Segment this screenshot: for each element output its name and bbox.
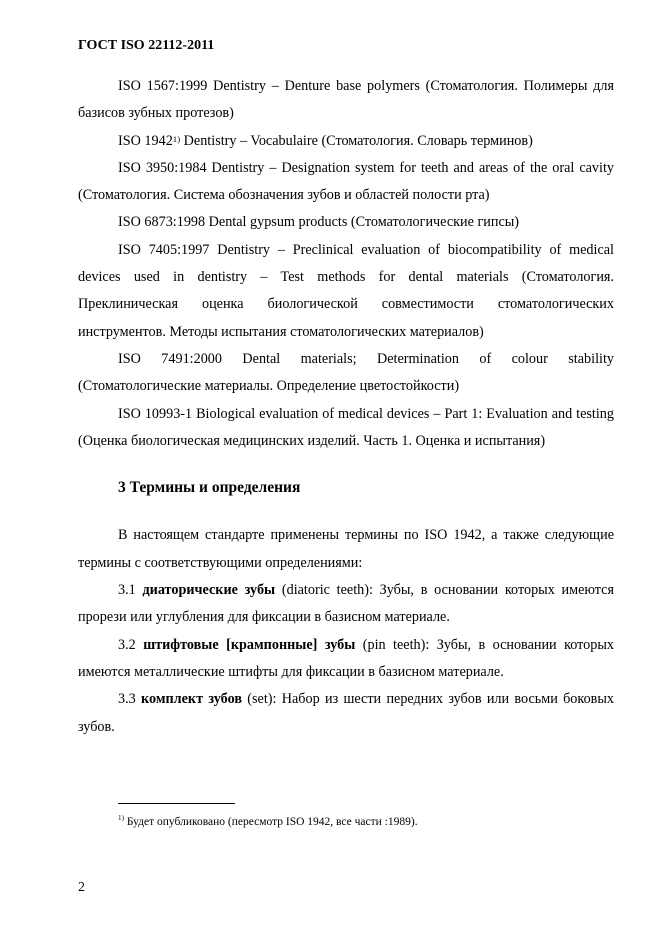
section-heading: 3 Термины и определения (118, 479, 301, 497)
term-number: 3.2 (118, 636, 144, 653)
term-definition: (set): Набор из шести передних зубов или восьми боковых зубов. (78, 691, 614, 735)
footnote-mark: 1) (118, 814, 124, 822)
term-definition: (pin teeth): Зубы, в основании которых имеются металлические штифты для фиксации в базисном материале. (78, 636, 614, 680)
term-3-1 (78, 577, 614, 632)
reference-iso-1942 (78, 128, 614, 155)
document-body (78, 73, 614, 741)
section-intro: В настоящем стандарте применены термины по ISO 1942, а также следующие термины с соответствующими определениями: (78, 527, 614, 571)
reference-iso-1567: ISO 1567:1999 Dentistry – Denture base polymers (Стоматология. Полимеры для базисов зубных протезов) (78, 78, 614, 122)
footnote-ref-mark: 1) (172, 133, 181, 144)
term-number: 3.3 (118, 691, 142, 708)
term-number: 3.1 (118, 582, 143, 599)
footnote (118, 816, 418, 828)
document-header: ГОСТ ISO 22112-2011 (78, 38, 215, 53)
term-3-3 (78, 686, 614, 741)
reference-iso-7491: ISO 7491:2000 Dental materials; Determination of colour stability (Стоматологические материалы. Определение цветостойкости) (78, 350, 614, 395)
term-name: диаторические зубы (142, 582, 276, 599)
term-definition: (diatoric teeth): Зубы, в основании которых имеются прорези или углубления для фиксации в базисном материале. (78, 582, 615, 626)
term-name: штифтовые [крампонные] зубы (143, 636, 356, 653)
footnote-text: Будет опубликовано (пересмотр ISO 1942, все части :1989). (123, 816, 418, 828)
reference-code: ISO 1942 (118, 132, 173, 149)
term-3-2 (78, 632, 614, 687)
reference-iso-7405: ISO 7405:1997 Dentistry – Preclinical evaluation of biocompatibility of medical devices used in dentistry – Test methods for dental materials (Стоматология. Преклиническая оценка биологической совместимости стоматологических инструментов. Методы испытания стоматологических материалов) (78, 241, 614, 340)
reference-iso-10993: ISO 10993-1 Biological evaluation of medical devices – Part 1: Evaluation and testing (Оценка биологическая медицинских изделий. Часть 1. Оценка и испытания) (78, 405, 614, 449)
page-number: 2 (78, 880, 85, 895)
footnote-divider (118, 803, 235, 804)
reference-text: Dentistry – Vocabulaire (Стоматология. Словарь терминов) (180, 132, 533, 149)
reference-iso-6873: ISO 6873:1998 Dental gypsum products (Стоматологические гипсы) (118, 214, 520, 231)
term-name: комплект зубов (141, 691, 242, 708)
reference-iso-3950: ISO 3950:1984 Dentistry – Designation system for teeth and areas of the oral cavity (Стоматология. Система обозначения зубов и областей полости рта) (78, 159, 614, 204)
